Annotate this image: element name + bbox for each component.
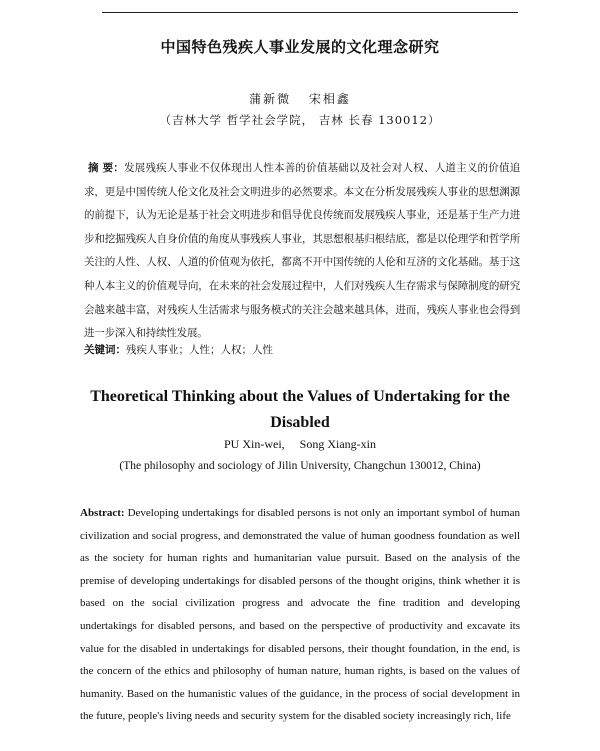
author-name: Song Xiang-xin (299, 437, 376, 451)
chinese-authors (0, 90, 600, 107)
english-title: Theoretical Thinking about the Values of Undertaking for the Disabled (90, 388, 510, 431)
keywords-text: 残疾人事业；人性；人权；人性 (126, 344, 273, 356)
chinese-keywords (84, 340, 520, 360)
abstract-label: 摘 要： (88, 162, 125, 174)
author-name: 蒲新微 (249, 92, 292, 106)
chinese-title: 中国特色残疾人事业发展的文化理念研究 (160, 38, 440, 56)
header-rule (102, 12, 518, 13)
chinese-affiliation: （吉林大学 哲学社会学院， 吉林 长春 130012） (159, 113, 441, 127)
abstract-label: Abstract: (80, 507, 125, 519)
abstract-text: Developing undertakings for disabled persons is not only an important symbol of human civilization and social progress, and demonstrated the value of human goodness foundation as well as the society for human rights and humanitarian value pursuit. Based on the analysis of the premise of developing undertakings for disabled persons of the thought origins, think whether it is based on the social civilization progress and advocate the fine tradition and developing undertakings for disabled persons, and based on the perspective of productivity and excavate its value for the disabled in undertakings for disabled persons, their thought foundation, in the end, is the concern of the ethics and philosophy of human nature, human rights, is based on the values of humanity. Based on the humanistic values of the guidance, in the process of social development in the future, people's living needs and security system for the disabled society increasingly rich, life (80, 507, 520, 723)
author-name: 宋相鑫 (308, 92, 351, 106)
english-authors (0, 437, 600, 452)
author-name: PU Xin-wei, (223, 437, 285, 451)
english-abstract (80, 502, 520, 728)
english-affiliation: (The philosophy and sociology of Jilin University, Changchun 130012, China) (119, 460, 481, 472)
chinese-abstract (84, 157, 520, 346)
keywords-label: 关键词： (84, 344, 126, 356)
abstract-text: 发展残疾人事业不仅体现出人性本善的价值基础以及社会对人权、人道主义的价值追求，更是中国传统人伦文化及社会文明进步的必然要求。本文在分析发展残疾人事业的思想渊源的前提下，认为无论是基于社会文明进步和倡导优良传统而发展残疾人事业，还是基于生产力进步和挖掘残疾人自身价值的角度从事残疾人事业，其思想根基归根结底，都是以伦理学和哲学所关注的人性、人权、人道的价值观为依托，都离不开中国传统的人伦和互济的文化基础。基于这种人本主义的价值观导向，在未来的社会发展过程中，人们对残疾人生存需求与保障制度的研究会越来越丰富，对残疾人生活需求与服务模式的关注会越来越具体，进而，残疾人事业也会得到进一步深入和持续性发展。 (84, 162, 520, 340)
